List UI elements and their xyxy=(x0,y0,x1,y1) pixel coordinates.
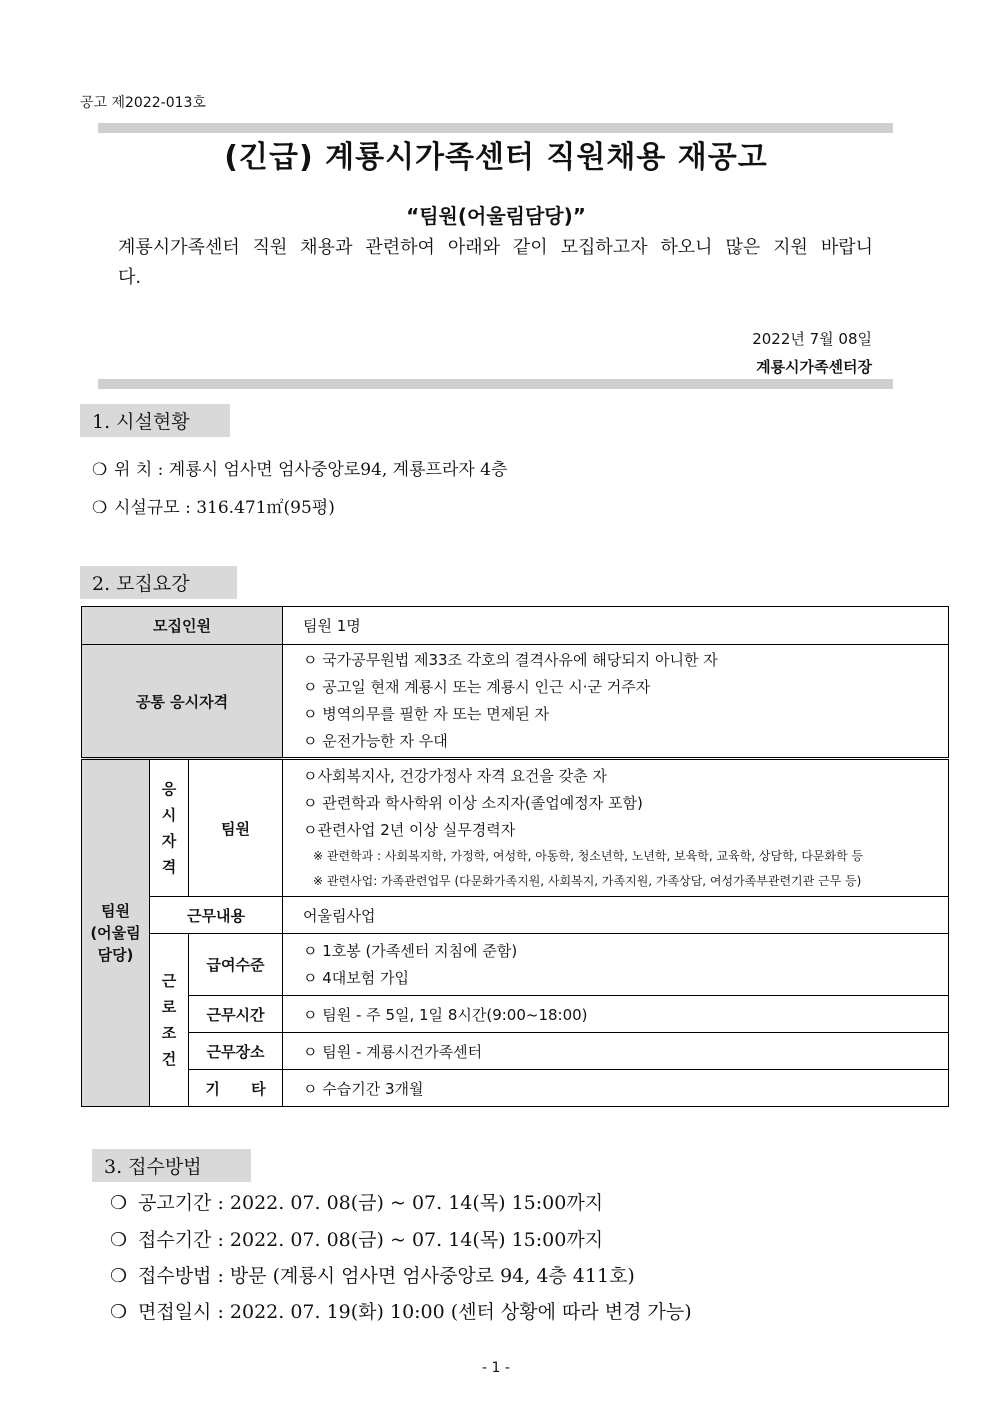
qualification-label: 응 시 자 격 xyxy=(150,759,189,897)
duty-label: 근무내용 xyxy=(150,897,283,934)
section3-heading: 3. 접수방법 xyxy=(92,1149,251,1182)
etc-value: ㅇ 수습기간 3개월 xyxy=(283,1070,949,1107)
hours-value: ㅇ 팀원 - 주 5일, 1일 8시간(9:00~18:00) xyxy=(283,996,949,1033)
notice-period: ❍ 공고기간 : 2022. 07. 08(금) ~ 07. 14(목) 15:00까지 xyxy=(110,1192,604,1214)
recruit-value: 팀원 1명 xyxy=(283,607,949,645)
place-value: ㅇ 팀원 - 계룡시건가족센터 xyxy=(283,1033,949,1070)
salary-label: 급여수준 xyxy=(189,934,283,996)
team-label: 팀원 xyxy=(189,759,283,897)
position-label: 팀원 (어울림 담당) xyxy=(82,759,150,1107)
common-qual-list: ㅇ 국가공무원법 제33조 각호의 결격사유에 해당되지 아니한 자 ㅇ 공고일 현재 계룡시 또는 계룡시 인근 시·군 거주자 ㅇ 병역의무를 필한 자 또는 면제된 자 ㅇ 운전가능한 자 우대 xyxy=(283,645,949,759)
page-number: - 1 - xyxy=(482,1360,510,1376)
salary-list: ㅇ 1호봉 (가족센터 지침에 준함) ㅇ 4대보험 가입 xyxy=(283,934,949,996)
hours-label: 근무시간 xyxy=(189,996,283,1033)
interview-date: ❍ 면접일시 : 2022. 07. 19(화) 10:00 (센터 상황에 따라 변경 가능) xyxy=(110,1301,692,1323)
intro-text: 계룡시가족센터 직원 채용과 관련하여 아래와 같이 모집하고자 하오니 많은 지원 바랍니다. xyxy=(118,237,873,288)
duty-value: 어울림사업 xyxy=(283,897,949,934)
facility-location: ❍ 위 치 : 계룡시 엄사면 엄사중앙로94, 계룡프라자 4층 xyxy=(92,460,508,480)
facility-size: ❍ 시설규모 : 316.471㎡(95평) xyxy=(92,498,335,518)
work-conditions-label: 근 로 조 건 xyxy=(150,934,189,1107)
notice-number: 공고 제2022-013호 xyxy=(80,95,206,111)
qualification-list: ㅇ사회복지사, 건강가정사 자격 요건을 갖춘 자 ㅇ 관련학과 학사학위 이상 소지자(졸업예정자 포함) ㅇ관련사업 2년 이상 실무경력자 ※ 관련학과 : 사회복지학, 가정학, 여성학, 아동학, 청소년학, 노년학, 보육학, 교육학, 상담학, 다문화학 등 ※ 관련사업: 가족관련업무 (다문화가족지원, 사회복지, 가족지원, 가족상담, 여성가족부관련기관 근무 등) xyxy=(283,759,949,897)
page-title: (긴급) 계룡시가족센터 직원채용 재공고 xyxy=(224,140,768,175)
subtitle: “팀원(어울림담당)” xyxy=(406,204,586,228)
place-label: 근무장소 xyxy=(189,1033,283,1070)
etc-label: 기 타 xyxy=(189,1070,283,1107)
common-qual-label: 공통 응시자격 xyxy=(82,645,283,759)
recruit-label: 모집인원 xyxy=(82,607,283,645)
recruitment-table xyxy=(81,606,949,1107)
section1-heading: 1. 시설현황 xyxy=(80,404,230,437)
header-divider xyxy=(98,379,893,389)
section2-heading: 2. 모집요강 xyxy=(80,566,237,599)
application-period: ❍ 접수기간 : 2022. 07. 08(금) ~ 07. 14(목) 15:00까지 xyxy=(110,1229,604,1251)
notice-date: 2022년 7월 08일 xyxy=(752,330,872,348)
application-method: ❍ 접수방법 : 방문 (계룡시 엄사면 엄사중앙로 94, 4층 411호) xyxy=(110,1265,635,1287)
signer: 계룡시가족센터장 xyxy=(756,358,872,376)
